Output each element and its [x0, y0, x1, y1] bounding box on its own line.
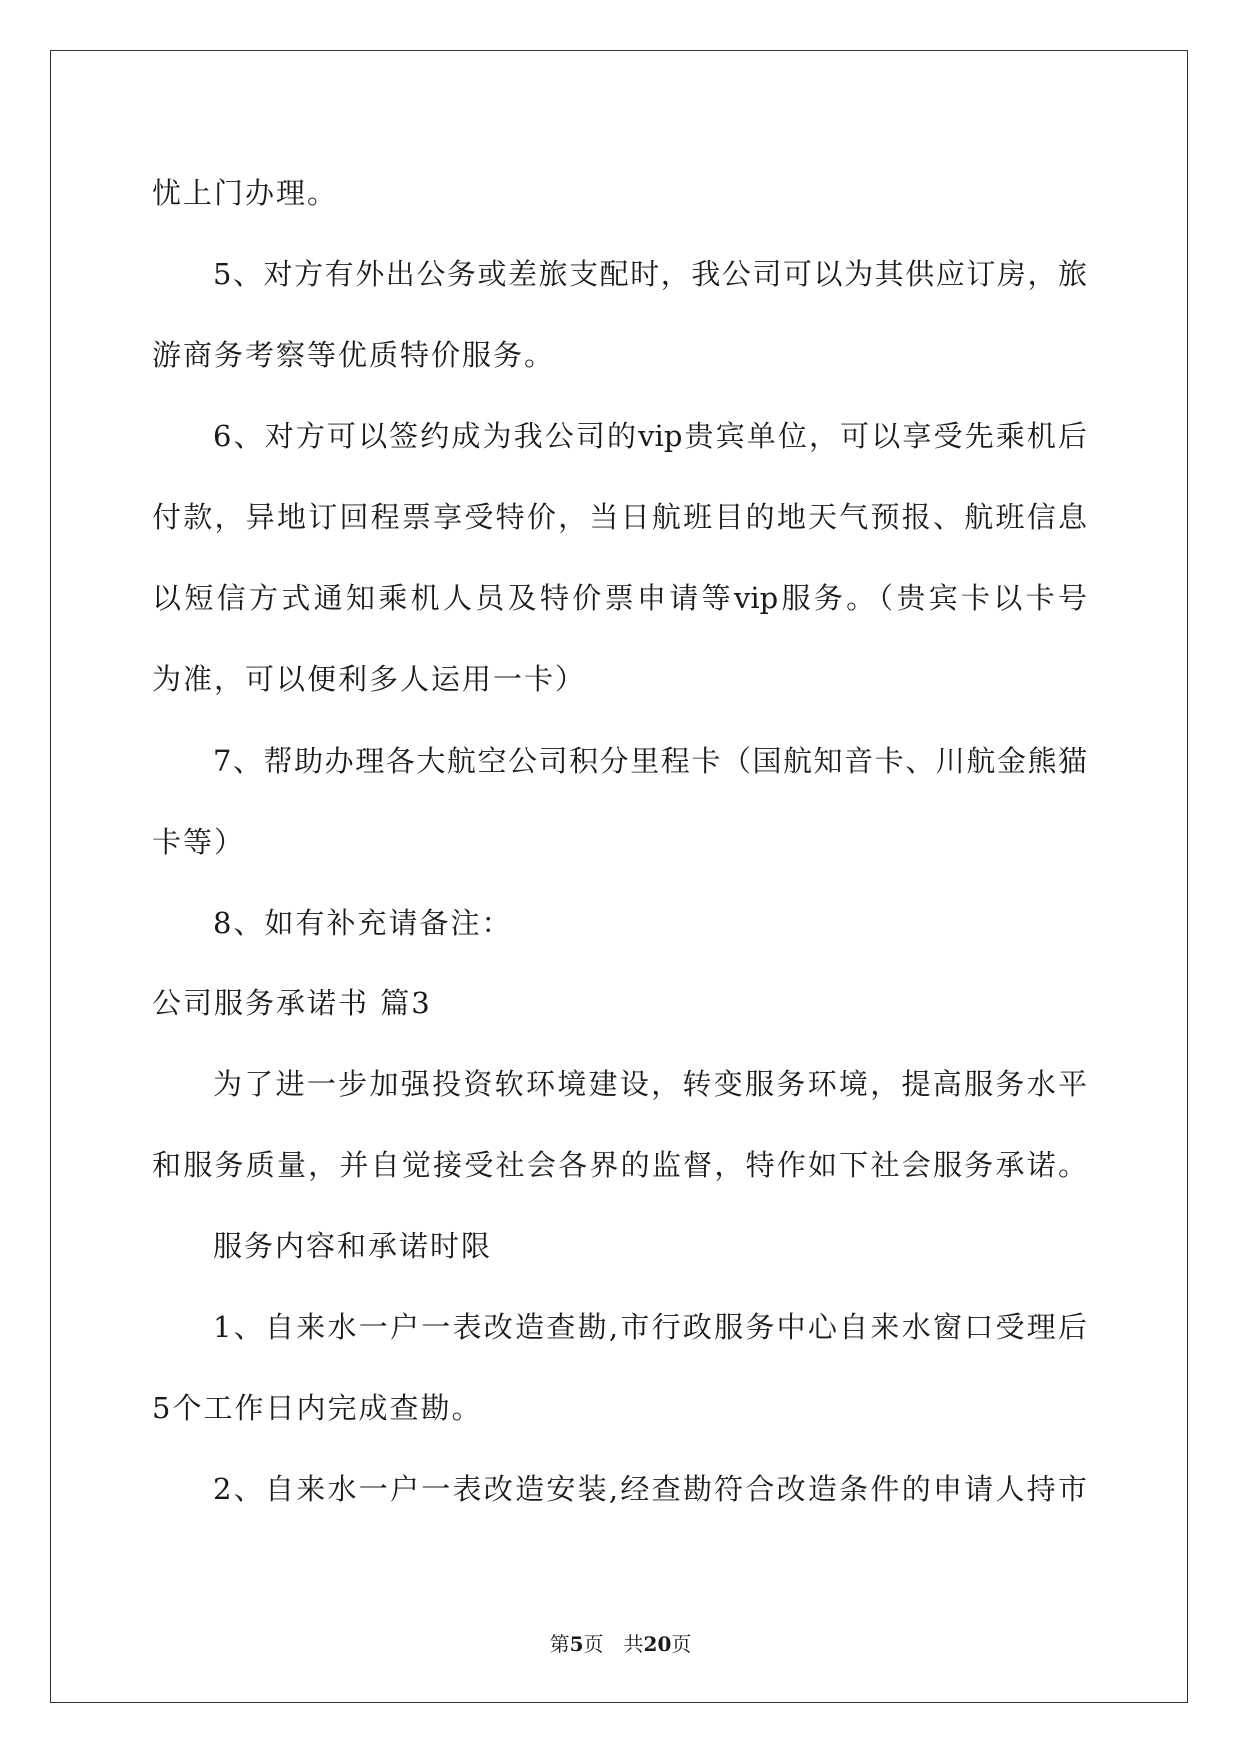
footer-suffix: 页 [671, 1632, 692, 1656]
text-line: 服务内容和承诺时限 [213, 1229, 493, 1263]
text-line: 5、对方有外出公务或差旅支配时，我公司可以为其供应订房，旅 [213, 257, 1087, 291]
text-line: 为了进一步加强投资软环境建设，转变服务环境，提高服务水平 [213, 1067, 1087, 1101]
text-line: 和服务质量，并自觉接受社会各界的监督，特作如下社会服务承诺。 [152, 1148, 1087, 1182]
footer-total-pages: 20 [643, 1632, 672, 1656]
text-line: 卡等） [152, 825, 246, 859]
text-line: 游商务考察等优质特价服务。 [152, 338, 556, 372]
text-line: 付款，异地订回程票享受特价，当日航班目的地天气预报、航班信息 [152, 500, 1087, 534]
text-line: 为准，可以便利多人运用一卡） [152, 662, 587, 696]
footer-middle: 页 共 [583, 1632, 644, 1656]
text-line: 6、对方可以签约成为我公司的vip贵宾单位，可以享受先乘机后 [213, 419, 1087, 453]
text-line: 2、自来水一户一表改造安装,经查勘符合改造条件的申请人持市 [213, 1472, 1087, 1506]
text-line: 1、自来水一户一表改造查勘,市行政服务中心自来水窗口受理后 [213, 1310, 1087, 1344]
text-line: 以短信方式通知乘机人员及特价票申请等vip服务。（贵宾卡以卡号 [152, 581, 1087, 615]
text-line: 8、如有补充请备注： [213, 906, 513, 940]
text-line: 忧上门办理。 [152, 176, 339, 210]
footer-page-number: 5 [569, 1632, 584, 1656]
text-line: 7、帮助办理各大航空公司积分里程卡（国航知音卡、川航金熊猫 [213, 744, 1087, 778]
text-line: 5个工作日内完成查勘。 [152, 1391, 483, 1425]
page-border [50, 50, 1188, 1703]
footer-prefix: 第 [549, 1632, 570, 1656]
section-heading: 公司服务承诺书 篇3 [152, 986, 432, 1020]
page-footer [0, 1632, 1241, 1656]
